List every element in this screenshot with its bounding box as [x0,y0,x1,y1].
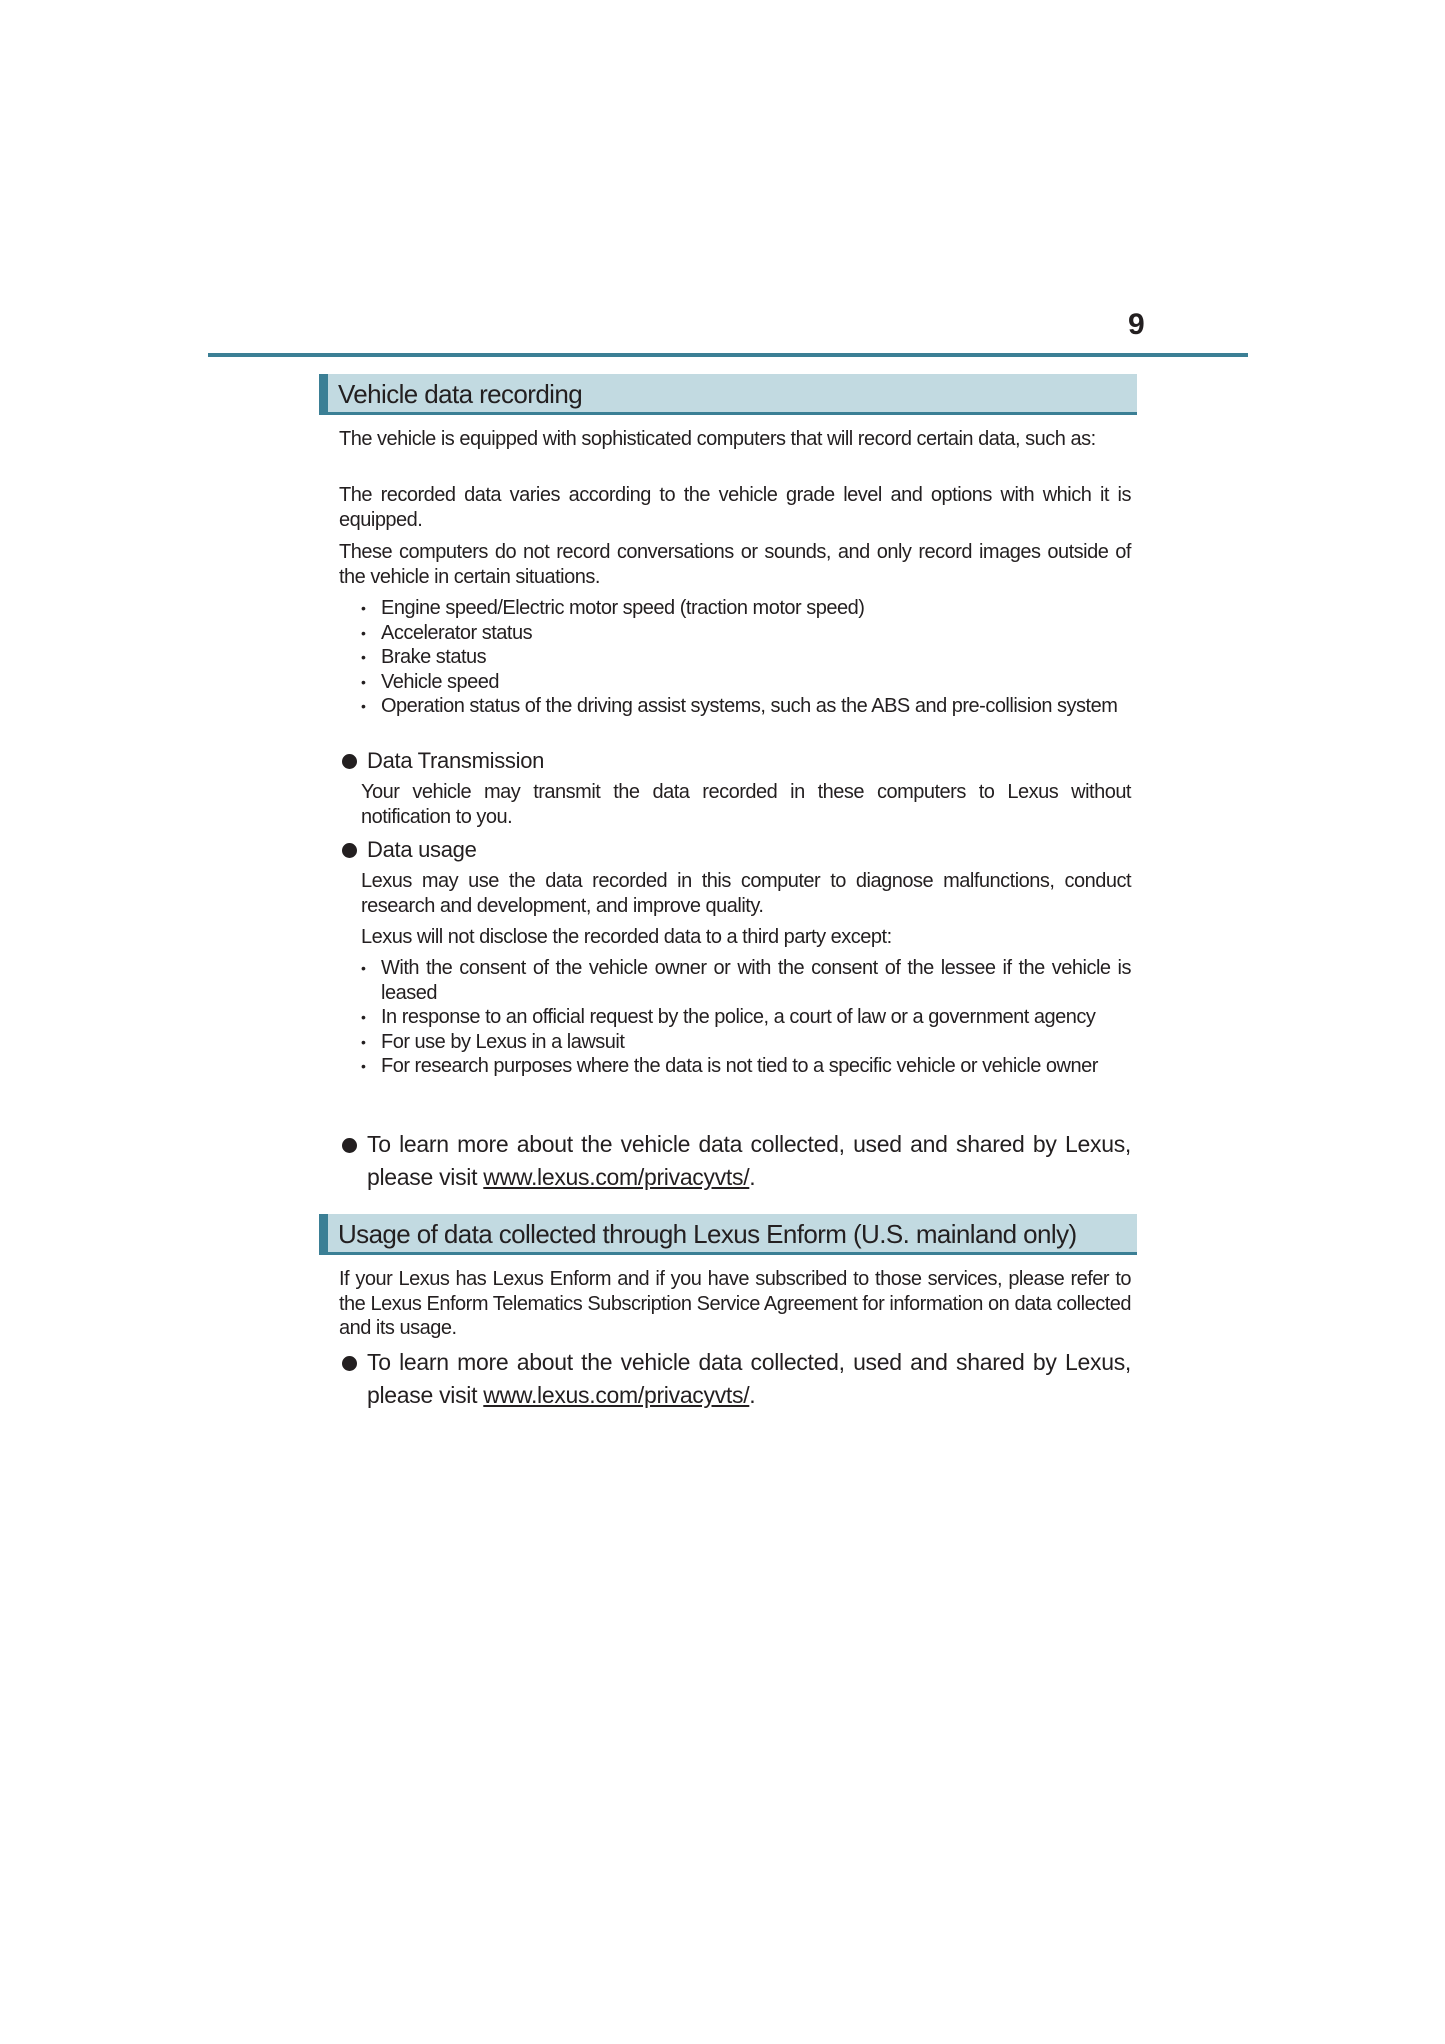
paragraph: These computers do not record conversations or sounds, and only record images outside of the vehicle in certain situations. [339,541,1131,588]
section-heading-vehicle-data [319,374,1137,415]
paragraph: If your Lexus has Lexus Enform and if you have subscribed to those services, please refer to the Lexus Enform Telematics Subscription Service Agreement for information on data collected and its usage. [339,1268,1131,1339]
paragraph: The vehicle is equipped with sophisticated computers that will record certain data, such as: [339,428,1096,450]
paragraph: Lexus will not disclose the recorded data to a third party except: [361,926,892,948]
list-item: • With the consent of the vehicle owner or with the consent of the lessee if the vehicle is leased [361,956,1131,1005]
learn-more-bullet [339,1128,1131,1194]
section-heading-enform [319,1214,1137,1255]
list-item: • In response to an official request by the police, a court of law or a government agency [361,1005,1131,1030]
learn-more-bullet [339,1346,1131,1412]
list-item: • For research purposes where the data is not tied to a specific vehicle or vehicle owner [361,1054,1131,1079]
privacy-link[interactable]: www.lexus.com/privacyvts/ [483,1164,750,1190]
section-title: Usage of data collected through Lexus Enform (U.S. mainland only) [338,1219,1077,1249]
exceptions-list [361,956,1131,1079]
period: . [749,1164,756,1190]
bullet-dot-icon [342,1356,357,1371]
paragraph: The recorded data varies according to the vehicle grade level and options with which it is equipped. [339,484,1131,531]
header-rule [208,353,1248,357]
list-item: • Accelerator status [361,621,1131,646]
list-item: • Operation status of the driving assist systems, such as the ABS and pre-collision system [361,694,1131,719]
list-item: • Vehicle speed [361,670,1131,695]
bullet-dot-icon [342,754,357,769]
list-item: • For use by Lexus in a lawsuit [361,1030,1131,1055]
bullet-heading-transmission: Data Transmission [339,744,544,777]
bullet-dot-icon [342,1138,357,1153]
list-item: • Engine speed/Electric motor speed (traction motor speed) [361,596,1131,621]
recorded-data-list [361,596,1131,719]
page-number: 9 [1128,308,1145,341]
learn-more-text: To learn more about the vehicle data collected, used and shared by Lexus, please visit [367,1131,1131,1190]
section-title: Vehicle data recording [338,379,583,409]
paragraph: Lexus may use the data recorded in this computer to diagnose malfunctions, conduct research and development, and improve quality. [361,870,1131,917]
bullet-dot-icon [342,843,357,858]
paragraph: Your vehicle may transmit the data recorded in these computers to Lexus without notification to you. [361,781,1131,828]
period: . [749,1382,756,1408]
learn-more-text: To learn more about the vehicle data collected, used and shared by Lexus, please visit [367,1349,1131,1408]
list-item: • Brake status [361,645,1131,670]
bullet-heading-usage: Data usage [339,833,477,866]
privacy-link[interactable]: www.lexus.com/privacyvts/ [483,1382,750,1408]
